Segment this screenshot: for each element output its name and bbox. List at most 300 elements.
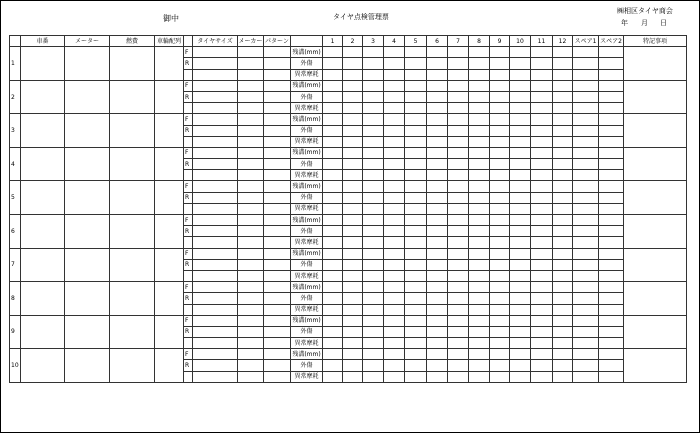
tire-8-cell[interactable] [469,248,490,259]
tire-size-cell[interactable] [193,91,238,102]
tire-9-cell[interactable] [490,248,510,259]
vehicle-number-cell[interactable] [21,215,65,249]
tire-4-cell[interactable] [384,114,405,125]
pattern-cell[interactable] [264,69,291,80]
tire-2-cell[interactable] [343,259,363,270]
tire-size-cell[interactable] [193,237,238,248]
tire-2-cell[interactable] [343,192,363,203]
spare2-cell[interactable] [599,259,624,270]
tire-6-cell[interactable] [427,237,448,248]
tire-8-cell[interactable] [469,91,490,102]
fuel-cell[interactable] [110,215,155,249]
spare1-cell[interactable] [573,315,599,326]
tire-11-cell[interactable] [531,47,553,58]
tire-size-cell[interactable] [193,326,238,337]
tire-1-cell[interactable] [323,259,343,270]
tire-1-cell[interactable] [323,125,343,136]
tire-size-cell[interactable] [193,170,238,181]
tire-12-cell[interactable] [553,58,573,69]
tire-4-cell[interactable] [384,147,405,158]
spare2-cell[interactable] [599,69,624,80]
pattern-cell[interactable] [264,47,291,58]
meter-cell[interactable] [65,248,110,282]
tire-5-cell[interactable] [405,103,427,114]
tire-12-cell[interactable] [553,181,573,192]
tire-2-cell[interactable] [343,181,363,192]
tire-size-cell[interactable] [193,125,238,136]
tire-7-cell[interactable] [448,248,469,259]
tire-6-cell[interactable] [427,326,448,337]
tire-9-cell[interactable] [490,203,510,214]
tire-1-cell[interactable] [323,215,343,226]
tire-4-cell[interactable] [384,259,405,270]
spare1-cell[interactable] [573,114,599,125]
tire-5-cell[interactable] [405,114,427,125]
tire-8-cell[interactable] [469,125,490,136]
wheel-layout-cell[interactable] [155,114,184,148]
spare2-cell[interactable] [599,203,624,214]
spare1-cell[interactable] [573,80,599,91]
spare1-cell[interactable] [573,248,599,259]
tire-3-cell[interactable] [363,114,384,125]
pattern-cell[interactable] [264,270,291,281]
spare1-cell[interactable] [573,103,599,114]
tire-6-cell[interactable] [427,203,448,214]
tire-4-cell[interactable] [384,91,405,102]
tire-10-cell[interactable] [510,170,531,181]
tire-12-cell[interactable] [553,326,573,337]
tire-6-cell[interactable] [427,114,448,125]
spare2-cell[interactable] [599,226,624,237]
tire-9-cell[interactable] [490,170,510,181]
maker-cell[interactable] [238,69,264,80]
maker-cell[interactable] [238,349,264,360]
tire-4-cell[interactable] [384,69,405,80]
maker-cell[interactable] [238,136,264,147]
vehicle-number-cell[interactable] [21,349,65,383]
tire-5-cell[interactable] [405,237,427,248]
maker-cell[interactable] [238,170,264,181]
tire-7-cell[interactable] [448,125,469,136]
tire-8-cell[interactable] [469,237,490,248]
fuel-cell[interactable] [110,282,155,316]
tire-size-cell[interactable] [193,338,238,349]
maker-cell[interactable] [238,226,264,237]
maker-cell[interactable] [238,248,264,259]
tire-size-cell[interactable] [193,248,238,259]
tire-10-cell[interactable] [510,159,531,170]
tire-9-cell[interactable] [490,91,510,102]
tire-12-cell[interactable] [553,170,573,181]
tire-9-cell[interactable] [490,147,510,158]
tire-12-cell[interactable] [553,282,573,293]
tire-8-cell[interactable] [469,226,490,237]
tire-3-cell[interactable] [363,360,384,371]
tire-2-cell[interactable] [343,326,363,337]
tire-10-cell[interactable] [510,338,531,349]
tire-9-cell[interactable] [490,80,510,91]
tire-11-cell[interactable] [531,259,553,270]
spare2-cell[interactable] [599,91,624,102]
tire-8-cell[interactable] [469,80,490,91]
tire-7-cell[interactable] [448,147,469,158]
spare1-cell[interactable] [573,147,599,158]
tire-4-cell[interactable] [384,326,405,337]
tire-8-cell[interactable] [469,371,490,382]
spare2-cell[interactable] [599,181,624,192]
tire-8-cell[interactable] [469,192,490,203]
wheel-layout-cell[interactable] [155,282,184,316]
tire-12-cell[interactable] [553,80,573,91]
tire-1-cell[interactable] [323,293,343,304]
tire-7-cell[interactable] [448,80,469,91]
tire-3-cell[interactable] [363,136,384,147]
tire-5-cell[interactable] [405,282,427,293]
tire-2-cell[interactable] [343,349,363,360]
tire-11-cell[interactable] [531,58,553,69]
tire-size-cell[interactable] [193,215,238,226]
tire-7-cell[interactable] [448,315,469,326]
tire-12-cell[interactable] [553,315,573,326]
tire-9-cell[interactable] [490,69,510,80]
meter-cell[interactable] [65,181,110,215]
notes-cell[interactable] [624,147,687,181]
tire-6-cell[interactable] [427,69,448,80]
spare1-cell[interactable] [573,170,599,181]
tire-10-cell[interactable] [510,349,531,360]
pattern-cell[interactable] [264,282,291,293]
tire-size-cell[interactable] [193,192,238,203]
vehicle-number-cell[interactable] [21,315,65,349]
spare1-cell[interactable] [573,360,599,371]
tire-size-cell[interactable] [193,304,238,315]
tire-size-cell[interactable] [193,80,238,91]
tire-11-cell[interactable] [531,125,553,136]
tire-6-cell[interactable] [427,192,448,203]
tire-6-cell[interactable] [427,226,448,237]
spare1-cell[interactable] [573,215,599,226]
spare2-cell[interactable] [599,147,624,158]
tire-5-cell[interactable] [405,147,427,158]
tire-1-cell[interactable] [323,159,343,170]
tire-10-cell[interactable] [510,371,531,382]
maker-cell[interactable] [238,47,264,58]
tire-7-cell[interactable] [448,349,469,360]
tire-6-cell[interactable] [427,293,448,304]
fuel-cell[interactable] [110,114,155,148]
tire-8-cell[interactable] [469,47,490,58]
tire-9-cell[interactable] [490,259,510,270]
tire-size-cell[interactable] [193,47,238,58]
pattern-cell[interactable] [264,215,291,226]
spare2-cell[interactable] [599,58,624,69]
tire-5-cell[interactable] [405,170,427,181]
tire-10-cell[interactable] [510,215,531,226]
tire-9-cell[interactable] [490,159,510,170]
tire-9-cell[interactable] [490,293,510,304]
tire-1-cell[interactable] [323,114,343,125]
tire-4-cell[interactable] [384,349,405,360]
tire-3-cell[interactable] [363,203,384,214]
spare1-cell[interactable] [573,69,599,80]
spare1-cell[interactable] [573,282,599,293]
tire-12-cell[interactable] [553,304,573,315]
tire-9-cell[interactable] [490,315,510,326]
spare2-cell[interactable] [599,326,624,337]
tire-12-cell[interactable] [553,103,573,114]
tire-size-cell[interactable] [193,315,238,326]
tire-12-cell[interactable] [553,270,573,281]
tire-8-cell[interactable] [469,136,490,147]
tire-5-cell[interactable] [405,91,427,102]
tire-6-cell[interactable] [427,125,448,136]
pattern-cell[interactable] [264,349,291,360]
tire-8-cell[interactable] [469,360,490,371]
tire-11-cell[interactable] [531,371,553,382]
tire-10-cell[interactable] [510,125,531,136]
spare1-cell[interactable] [573,125,599,136]
tire-5-cell[interactable] [405,270,427,281]
tire-6-cell[interactable] [427,259,448,270]
tire-7-cell[interactable] [448,136,469,147]
notes-cell[interactable] [624,215,687,249]
spare2-cell[interactable] [599,304,624,315]
tire-7-cell[interactable] [448,226,469,237]
spare1-cell[interactable] [573,338,599,349]
spare1-cell[interactable] [573,159,599,170]
tire-11-cell[interactable] [531,349,553,360]
tire-9-cell[interactable] [490,136,510,147]
tire-2-cell[interactable] [343,248,363,259]
tire-10-cell[interactable] [510,69,531,80]
pattern-cell[interactable] [264,338,291,349]
tire-5-cell[interactable] [405,304,427,315]
tire-3-cell[interactable] [363,215,384,226]
tire-size-cell[interactable] [193,159,238,170]
spare2-cell[interactable] [599,237,624,248]
tire-4-cell[interactable] [384,338,405,349]
tire-12-cell[interactable] [553,159,573,170]
tire-2-cell[interactable] [343,136,363,147]
tire-11-cell[interactable] [531,293,553,304]
tire-10-cell[interactable] [510,181,531,192]
tire-5-cell[interactable] [405,58,427,69]
fuel-cell[interactable] [110,248,155,282]
tire-12-cell[interactable] [553,136,573,147]
tire-1-cell[interactable] [323,226,343,237]
tire-12-cell[interactable] [553,147,573,158]
tire-7-cell[interactable] [448,170,469,181]
tire-11-cell[interactable] [531,248,553,259]
tire-1-cell[interactable] [323,103,343,114]
tire-4-cell[interactable] [384,270,405,281]
tire-7-cell[interactable] [448,192,469,203]
tire-5-cell[interactable] [405,136,427,147]
tire-11-cell[interactable] [531,170,553,181]
pattern-cell[interactable] [264,304,291,315]
tire-9-cell[interactable] [490,114,510,125]
maker-cell[interactable] [238,103,264,114]
tire-1-cell[interactable] [323,326,343,337]
tire-11-cell[interactable] [531,338,553,349]
tire-10-cell[interactable] [510,91,531,102]
wheel-layout-cell[interactable] [155,349,184,383]
tire-7-cell[interactable] [448,181,469,192]
notes-cell[interactable] [624,282,687,316]
spare1-cell[interactable] [573,259,599,270]
tire-2-cell[interactable] [343,170,363,181]
spare1-cell[interactable] [573,91,599,102]
spare2-cell[interactable] [599,248,624,259]
tire-7-cell[interactable] [448,293,469,304]
tire-10-cell[interactable] [510,147,531,158]
vehicle-number-cell[interactable] [21,248,65,282]
tire-9-cell[interactable] [490,215,510,226]
tire-3-cell[interactable] [363,259,384,270]
tire-11-cell[interactable] [531,181,553,192]
notes-cell[interactable] [624,181,687,215]
tire-3-cell[interactable] [363,248,384,259]
pattern-cell[interactable] [264,248,291,259]
tire-3-cell[interactable] [363,326,384,337]
tire-6-cell[interactable] [427,136,448,147]
tire-7-cell[interactable] [448,215,469,226]
tire-11-cell[interactable] [531,103,553,114]
tire-5-cell[interactable] [405,69,427,80]
tire-10-cell[interactable] [510,293,531,304]
tire-9-cell[interactable] [490,226,510,237]
tire-12-cell[interactable] [553,114,573,125]
tire-size-cell[interactable] [193,293,238,304]
tire-4-cell[interactable] [384,125,405,136]
tire-4-cell[interactable] [384,371,405,382]
tire-7-cell[interactable] [448,103,469,114]
spare2-cell[interactable] [599,270,624,281]
tire-8-cell[interactable] [469,58,490,69]
tire-7-cell[interactable] [448,259,469,270]
maker-cell[interactable] [238,315,264,326]
maker-cell[interactable] [238,215,264,226]
tire-8-cell[interactable] [469,259,490,270]
tire-9-cell[interactable] [490,270,510,281]
tire-3-cell[interactable] [363,371,384,382]
tire-10-cell[interactable] [510,47,531,58]
tire-11-cell[interactable] [531,203,553,214]
tire-4-cell[interactable] [384,203,405,214]
tire-3-cell[interactable] [363,181,384,192]
tire-8-cell[interactable] [469,203,490,214]
maker-cell[interactable] [238,293,264,304]
maker-cell[interactable] [238,259,264,270]
tire-9-cell[interactable] [490,326,510,337]
spare2-cell[interactable] [599,192,624,203]
tire-8-cell[interactable] [469,315,490,326]
tire-11-cell[interactable] [531,114,553,125]
tire-3-cell[interactable] [363,170,384,181]
tire-2-cell[interactable] [343,226,363,237]
tire-4-cell[interactable] [384,136,405,147]
spare1-cell[interactable] [573,237,599,248]
tire-9-cell[interactable] [490,282,510,293]
spare2-cell[interactable] [599,80,624,91]
tire-2-cell[interactable] [343,58,363,69]
spare1-cell[interactable] [573,304,599,315]
tire-9-cell[interactable] [490,103,510,114]
tire-10-cell[interactable] [510,259,531,270]
vehicle-number-cell[interactable] [21,181,65,215]
tire-4-cell[interactable] [384,103,405,114]
tire-4-cell[interactable] [384,237,405,248]
tire-2-cell[interactable] [343,91,363,102]
tire-7-cell[interactable] [448,270,469,281]
tire-9-cell[interactable] [490,125,510,136]
tire-10-cell[interactable] [510,304,531,315]
tire-6-cell[interactable] [427,147,448,158]
tire-9-cell[interactable] [490,371,510,382]
pattern-cell[interactable] [264,125,291,136]
tire-11-cell[interactable] [531,282,553,293]
spare2-cell[interactable] [599,125,624,136]
pattern-cell[interactable] [264,159,291,170]
tire-size-cell[interactable] [193,371,238,382]
meter-cell[interactable] [65,215,110,249]
tire-12-cell[interactable] [553,237,573,248]
tire-7-cell[interactable] [448,91,469,102]
tire-8-cell[interactable] [469,349,490,360]
tire-8-cell[interactable] [469,282,490,293]
pattern-cell[interactable] [264,326,291,337]
tire-1-cell[interactable] [323,147,343,158]
tire-11-cell[interactable] [531,192,553,203]
tire-3-cell[interactable] [363,226,384,237]
meter-cell[interactable] [65,114,110,148]
tire-11-cell[interactable] [531,91,553,102]
tire-10-cell[interactable] [510,315,531,326]
tire-5-cell[interactable] [405,181,427,192]
tire-2-cell[interactable] [343,103,363,114]
tire-1-cell[interactable] [323,282,343,293]
meter-cell[interactable] [65,147,110,181]
tire-12-cell[interactable] [553,215,573,226]
tire-3-cell[interactable] [363,91,384,102]
tire-6-cell[interactable] [427,371,448,382]
tire-2-cell[interactable] [343,293,363,304]
spare1-cell[interactable] [573,58,599,69]
tire-8-cell[interactable] [469,114,490,125]
tire-10-cell[interactable] [510,360,531,371]
spare2-cell[interactable] [599,103,624,114]
tire-5-cell[interactable] [405,125,427,136]
tire-3-cell[interactable] [363,349,384,360]
fuel-cell[interactable] [110,349,155,383]
tire-3-cell[interactable] [363,159,384,170]
tire-10-cell[interactable] [510,114,531,125]
tire-11-cell[interactable] [531,147,553,158]
tire-12-cell[interactable] [553,248,573,259]
tire-6-cell[interactable] [427,170,448,181]
tire-1-cell[interactable] [323,170,343,181]
tire-6-cell[interactable] [427,58,448,69]
maker-cell[interactable] [238,114,264,125]
tire-5-cell[interactable] [405,326,427,337]
tire-11-cell[interactable] [531,326,553,337]
tire-4-cell[interactable] [384,80,405,91]
tire-7-cell[interactable] [448,326,469,337]
tire-7-cell[interactable] [448,338,469,349]
tire-11-cell[interactable] [531,304,553,315]
tire-2-cell[interactable] [343,304,363,315]
tire-2-cell[interactable] [343,159,363,170]
